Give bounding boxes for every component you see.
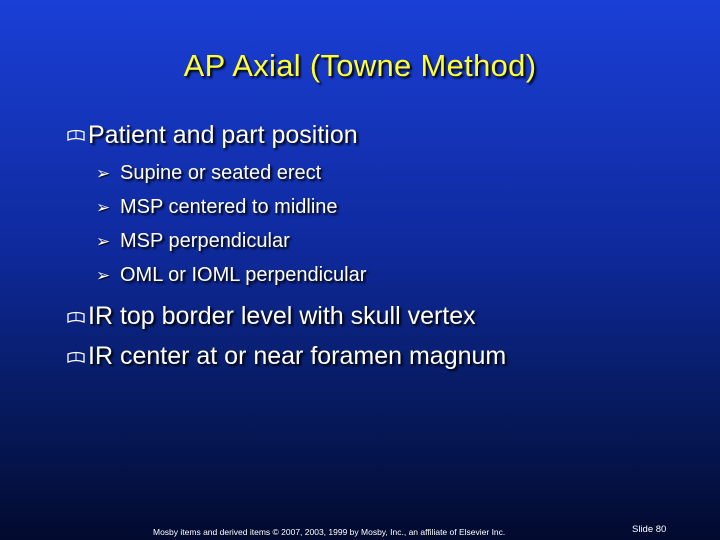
sub-bullet-text: Supine or seated erect [120, 162, 322, 184]
bullet-text: IR top border level with skull vertex [88, 302, 476, 330]
bullet-text: IR center at or near foramen magnum [88, 342, 507, 370]
wingding-bullet-icon [66, 351, 86, 365]
sub-bullet-text: MSP perpendicular [120, 230, 290, 252]
sub-bullet-text: MSP centered to midline [120, 196, 338, 218]
sub-bullet-text: OML or IOML perpendicular [120, 264, 367, 286]
slide-title: AP Axial (Towne Method) [183, 48, 537, 83]
arrowhead-bullet-icon: ➢ [96, 266, 111, 285]
bullet-text: Patient and part position [88, 121, 358, 149]
arrowhead-bullet-icon: ➢ [96, 198, 111, 217]
wingding-bullet-icon [66, 311, 86, 325]
arrowhead-bullet-icon: ➢ [96, 164, 111, 183]
arrowhead-bullet-icon: ➢ [96, 232, 111, 251]
slide-number: Slide 80 [632, 524, 667, 535]
wingding-bullet-icon [66, 129, 86, 143]
copyright-footer: Mosby items and derived items © 2007, 2003, 1999 by Mosby, Inc., an affiliate of Elsevier Inc. [153, 527, 506, 537]
